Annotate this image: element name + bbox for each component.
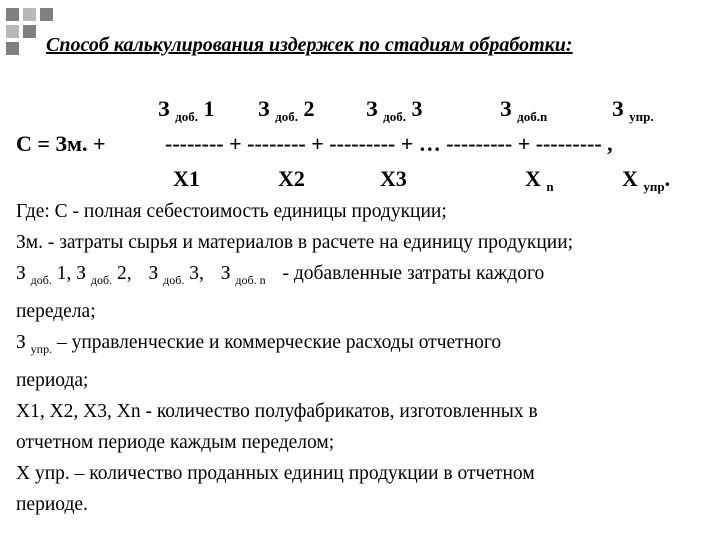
definition-xupr-cont: периоде. bbox=[16, 494, 88, 515]
definition-zdob-cont: передела; bbox=[16, 301, 96, 322]
definition-zupr-cont: периода; bbox=[16, 370, 89, 391]
numerator-1: З $_{доб.}$ 1 bbox=[158, 96, 215, 124]
definition-x-cont: отчетном периоде каждым переделом; bbox=[16, 432, 335, 453]
deco-square bbox=[23, 8, 36, 21]
deco-square bbox=[6, 25, 19, 38]
definition-zm: Зм. - затраты сырья и материалов в расчете на единицу продукции; bbox=[16, 232, 574, 253]
fraction-bars: -------- + -------- + --------- + … --------- + --------- , bbox=[165, 131, 613, 156]
numerator-upr: З $_{упр.}$ bbox=[612, 96, 654, 124]
numerator-3: З $_{доб.}$ 3 bbox=[366, 96, 423, 124]
numerator-2: З $_{доб.}$ 2 bbox=[258, 96, 315, 124]
deco-square bbox=[40, 8, 53, 21]
denominator-3: Х3 bbox=[380, 166, 407, 191]
definition-zupr: З $_{упр.}$ – управленческие и коммерческие расходы отчетного bbox=[16, 332, 502, 356]
deco-square bbox=[6, 8, 19, 21]
denominator-n: Х $_n$ bbox=[525, 166, 554, 194]
deco-square bbox=[23, 25, 36, 38]
definition-xupr: Х упр. – количество проданных единиц продукции в отчетном bbox=[16, 463, 535, 484]
definition-x: Х1, Х2, Х3, Хn - количество полуфабрикатов, изготовленных в bbox=[16, 401, 538, 422]
definition-zdob: З $_{доб.}$ 1, З $_{доб.}$ 2, З $_{доб.}$ 3, З $_{доб. n}$ - добавленные затраты каждого bbox=[16, 263, 545, 287]
denominator-2: Х2 bbox=[278, 166, 305, 191]
definitions-block bbox=[16, 196, 711, 520]
denominator-upr: Х $_{упр}$. bbox=[622, 166, 671, 194]
formula-lhs: С = Зм. + bbox=[16, 131, 106, 156]
slide-title: Способ калькулирования издержек по стадиям обработки: bbox=[46, 34, 573, 56]
deco-square bbox=[6, 42, 19, 55]
numerator-n: З $_{доб.n}$ bbox=[500, 96, 548, 124]
definition-c: Где: С - полная себестоимость единицы продукции; bbox=[16, 201, 447, 222]
denominator-1: Х1 bbox=[173, 166, 200, 191]
